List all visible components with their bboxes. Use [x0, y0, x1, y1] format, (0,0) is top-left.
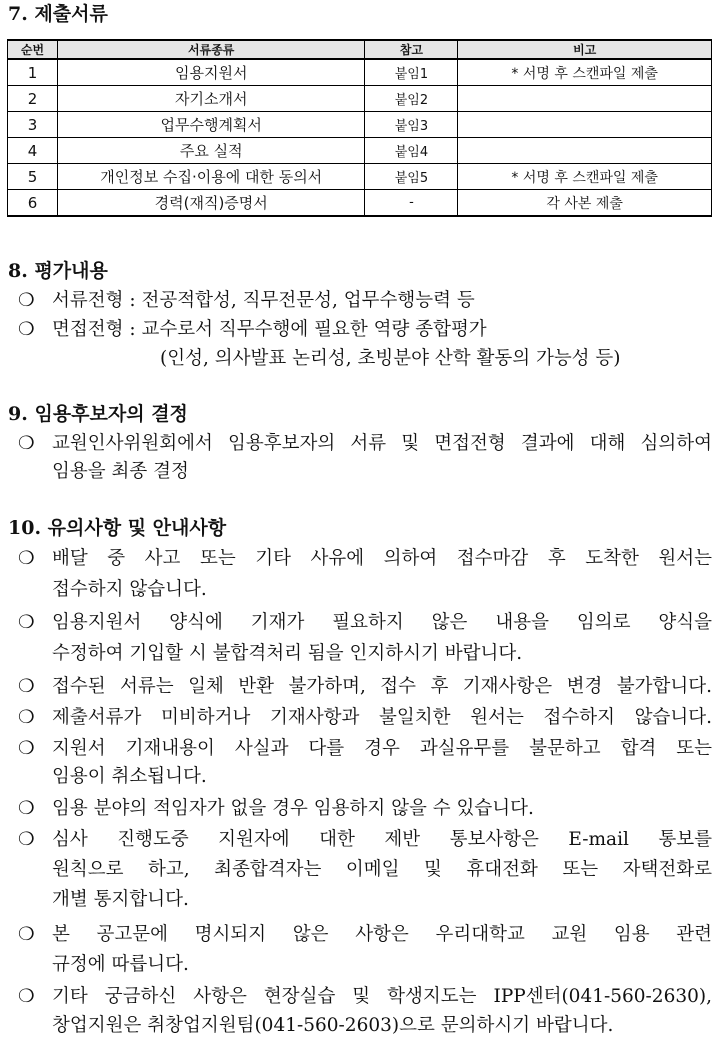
decision-line-1: 교원인사위원회에서 임용후보자의 서류 및 면접전형 결과에 대해 심의하여 [52, 433, 712, 454]
eval-interview-screening: 면접전형 : 교수로서 직무수행에 필요한 역량 종합평가 [52, 319, 487, 340]
row-no: 1 [8, 59, 58, 86]
notice-1-line-2: 접수하지 않습니다. [52, 579, 207, 600]
notice-9-line-1: 기타 궁금하신 사항은 현장실습 및 학생지도는 IPP센터(041-560-2630), [52, 986, 712, 1007]
list-item [18, 983, 712, 1011]
table-row [8, 190, 712, 217]
documents-table [7, 39, 712, 217]
notice-2-line-2: 수정하여 기입할 시 불합격처리 됨을 인지하시기 바랍니다. [52, 643, 523, 664]
notice-4: 제출서류가 미비하거나 기재사항과 불일치한 원서는 접수하지 않습니다. [52, 707, 712, 728]
row-doc: 주요 실적 [57, 138, 365, 164]
row-ref: 붙임5 [365, 164, 458, 190]
section-9-title: 9. 임용후보자의 결정 [8, 403, 188, 425]
notice-7-line-1: 심사 진행도중 지원자에 대한 제반 통보사항은 E-mail 통보를 [52, 829, 712, 850]
list-item [18, 316, 712, 344]
bullet-icon: ❍ [18, 548, 35, 569]
list-item [18, 545, 712, 573]
notice-3: 접수된 서류는 일체 반환 불가하며, 접수 후 기재사항은 변경 불가합니다. [52, 676, 712, 697]
row-ref: 붙임4 [365, 138, 458, 164]
table-row [8, 59, 712, 86]
row-no: 5 [8, 164, 58, 190]
row-note [458, 112, 712, 138]
list-item-continuation [18, 576, 712, 604]
notice-7-line-3: 개별 통지합니다. [52, 889, 189, 910]
bullet-icon: ❍ [18, 798, 35, 819]
notice-8-line-2: 규정에 따릅니다. [52, 954, 189, 975]
table-row [8, 164, 712, 190]
list-item-continuation [18, 886, 712, 914]
list-item-continuation [18, 856, 712, 884]
table-row [8, 138, 712, 164]
notice-6: 임용 분야의 적임자가 없을 경우 임용하지 않을 수 있습니다. [52, 798, 534, 819]
list-item [18, 921, 712, 949]
row-doc: 개인정보 수집·이용에 대한 동의서 [57, 164, 365, 190]
notice-7-line-2: 원칙으로 하고, 최종합격자는 이메일 및 휴대전화 또는 자택전화로 [52, 859, 712, 880]
section-7-title: 7. 제출서류 [8, 3, 108, 25]
row-no: 4 [8, 138, 58, 164]
row-note [458, 86, 712, 112]
notice-8-line-1: 본 공고문에 명시되지 않은 사항은 우리대학교 교원 임용 관련 [52, 924, 712, 945]
list-item [18, 430, 712, 458]
row-doc: 자기소개서 [57, 86, 365, 112]
bullet-icon: ❍ [18, 924, 35, 945]
list-item [18, 826, 712, 854]
list-item [18, 735, 712, 763]
list-item [18, 609, 712, 637]
list-item-continuation [18, 640, 712, 668]
table-header-row [8, 40, 712, 59]
row-doc: 업무수행계획서 [57, 112, 365, 138]
list-item [18, 795, 712, 823]
row-note: * 서명 후 스캔파일 제출 [458, 164, 712, 190]
list-item-continuation [18, 951, 712, 979]
row-note [458, 138, 712, 164]
list-item [18, 704, 712, 732]
section-8-title: 8. 평가내용 [8, 260, 108, 282]
list-item [18, 287, 712, 315]
notice-9-line-2: 창업지원은 취창업지원팀(041-560-2603)으로 문의하시기 바랍니다. [52, 1015, 614, 1036]
bullet-icon: ❍ [18, 290, 35, 311]
row-note: 각 사본 제출 [458, 190, 712, 217]
bullet-icon: ❍ [18, 676, 35, 697]
row-no: 3 [8, 112, 58, 138]
notice-2-line-1: 임용지원서 양식에 기재가 필요하지 않은 내용을 임의로 양식을 [52, 612, 712, 633]
header-doc-type: 서류종류 [57, 40, 365, 59]
row-note: * 서명 후 스캔파일 제출 [458, 59, 712, 86]
table-row [8, 86, 712, 112]
row-doc: 임용지원서 [57, 59, 365, 86]
notice-5-line-2: 임용이 취소됩니다. [52, 766, 207, 787]
row-no: 2 [8, 86, 58, 112]
row-ref: 붙임1 [365, 59, 458, 86]
list-item [18, 673, 712, 701]
bullet-icon: ❍ [18, 986, 35, 1007]
row-doc: 경력(재직)증명서 [57, 190, 365, 217]
list-item-continuation [18, 458, 712, 486]
notice-1-line-1: 배달 중 사고 또는 기타 사유에 의하여 접수마감 후 도착한 원서는 [52, 548, 712, 569]
row-ref: 붙임3 [365, 112, 458, 138]
row-ref: - [365, 190, 458, 217]
bullet-icon: ❍ [18, 319, 35, 340]
bullet-icon: ❍ [18, 829, 35, 850]
bullet-icon: ❍ [18, 707, 35, 728]
header-remarks: 비고 [458, 40, 712, 59]
decision-line-2: 임용을 최종 결정 [52, 461, 189, 482]
list-item-continuation [18, 1012, 712, 1040]
row-no: 6 [8, 190, 58, 217]
bullet-icon: ❍ [18, 433, 35, 454]
row-ref: 붙임2 [365, 86, 458, 112]
header-reference: 참고 [365, 40, 458, 59]
eval-document-screening: 서류전형 : 전공적합성, 직무전문성, 업무수행능력 등 [52, 290, 475, 311]
bullet-icon: ❍ [18, 738, 35, 759]
table-row [8, 112, 712, 138]
eval-interview-detail: (인성, 의사발표 논리성, 초빙분야 산학 활동의 가능성 등) [160, 348, 621, 369]
header-no: 순번 [8, 40, 58, 59]
list-item-continuation [18, 763, 712, 791]
section-10-title: 10. 유의사항 및 안내사항 [8, 517, 227, 539]
bullet-icon: ❍ [18, 612, 35, 633]
notice-5-line-1: 지원서 기재내용이 사실과 다를 경우 과실유무를 불문하고 합격 또는 [52, 738, 712, 759]
